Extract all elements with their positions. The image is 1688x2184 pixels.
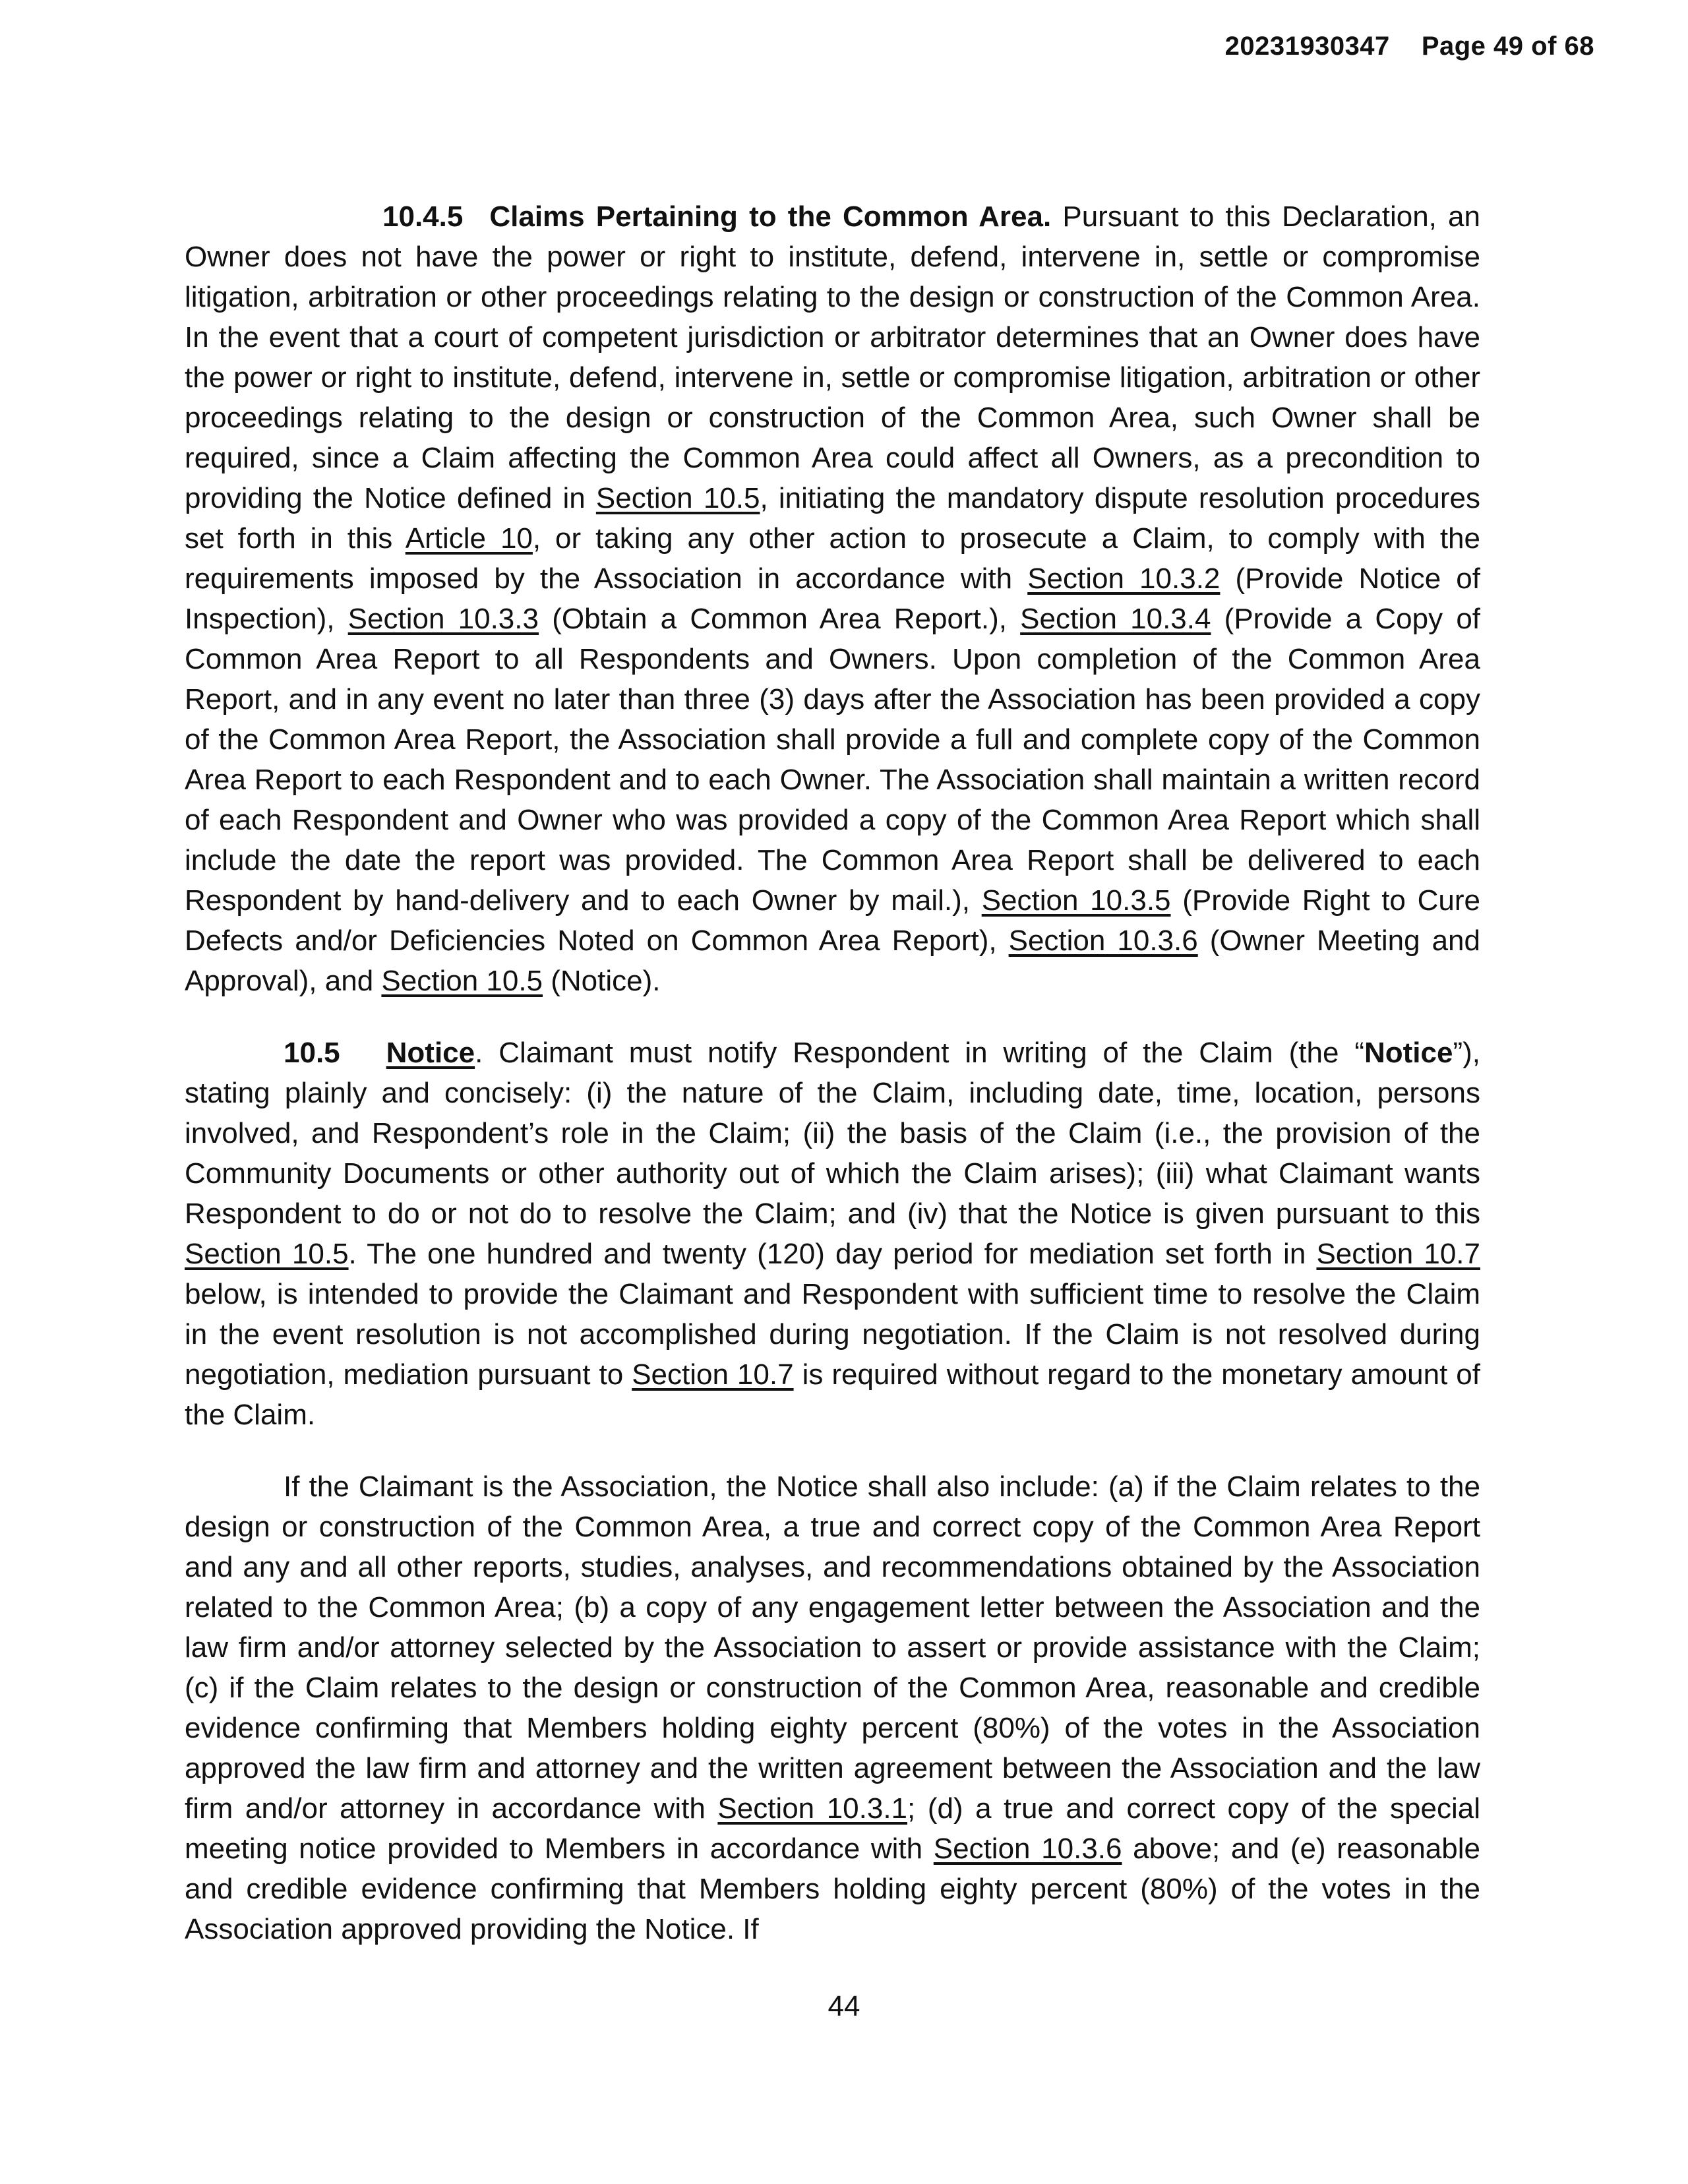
body-text: (Owner Meeting and Approval), and — [185, 925, 1480, 997]
section-10-5-paragraph — [185, 1033, 1480, 1435]
body-text: (Provide Notice of Inspection), — [185, 562, 1480, 635]
cross-reference: Section 10.5 — [185, 1238, 349, 1270]
page-indicator: Page 49 of 68 — [1421, 32, 1594, 61]
body-text: (Provide a Copy of Common Area Report to all Respondents and Owners. Upon completion of the Common Area Report, and in any event no later than three (3) days after the Association has been provided a copy of the Common Area Report, the Association shall provide a full and complete copy of the Common Area Report to each Respondent and to each Owner. The Association shall maintain a written record of each Respondent and Owner who was provided a copy of the Common Area Report which shall include the date the report was provided. The Common Area Report shall be delivered to each Respondent by hand-delivery and to each Owner by mail.), — [185, 603, 1481, 917]
cross-reference: Section 10.7 — [1316, 1238, 1480, 1270]
section-number: 10.4.5 — [382, 200, 464, 233]
association-notice-paragraph — [185, 1467, 1480, 1949]
body-text: If the Claimant is the Association, the Notice shall also include: (a) if the Claim relates to the design or construction of the Common Area, a true and correct copy of the Common Area Report and any and all other reports, studies, analyses, and recommendations obtained by the Association related to the Common Area; (b) a copy of any engagement letter between the Association and the law firm and/or attorney selected by the Association to assert or provide assistance with the Claim; (c) if the Claim relates to the design or construction of the Common Area, reasonable and credible evidence confirming that Members holding eighty percent (80%) of the votes in the Association approved the law firm and attorney and the written agreement between the Association and the law firm and/or attorney in accordance with — [185, 1471, 1480, 1825]
body-text: (Obtain a Common Area Report.), — [538, 603, 1021, 635]
body-text: is required without regard to the monetary amount of the Claim. — [185, 1358, 1481, 1431]
section-10-4-5-paragraph — [185, 197, 1480, 1001]
cross-reference: Section 10.3.6 — [933, 1833, 1122, 1865]
body-text: (Notice). — [543, 965, 661, 997]
page-header — [1225, 32, 1594, 61]
body-text: , or taking any other action to prosecute a Claim, to comply with the requirements imposed by the Association in accordance with — [185, 522, 1480, 595]
cross-reference: Section 10.5 — [381, 965, 543, 997]
cross-reference: Section 10.5 — [595, 482, 760, 514]
body-text: below, is intended to provide the Claimant and Respondent with sufficient time to resolve the Claim in the event resolution is not accomplished during negotiation. If the Claim is not resolved during negotiation, mediation pursuant to — [185, 1278, 1480, 1391]
defined-term: Notice — [1364, 1037, 1453, 1069]
cross-reference: Section 10.3.3 — [347, 603, 539, 635]
section-number: 10.5 — [284, 1037, 340, 1069]
section-title: Notice — [386, 1037, 475, 1069]
cross-reference: Section 10.3.2 — [1027, 562, 1221, 595]
body-text: above; and (e) reasonable and credible evidence confirming that Members holding eighty percent (80%) of the votes in the Association approved providing the Notice. If — [185, 1833, 1480, 1945]
page-number: 44 — [828, 1990, 860, 2022]
cross-reference: Section 10.7 — [632, 1358, 794, 1391]
document-number: 20231930347 — [1224, 32, 1390, 61]
cross-reference: Section 10.3.4 — [1020, 603, 1211, 635]
body-text: ; (d) a true and correct copy of the special meeting notice provided to Members in accordance with — [185, 1792, 1480, 1865]
body-text: , initiating the mandatory dispute resolution procedures set forth in this — [185, 482, 1480, 555]
document-body — [185, 197, 1480, 1949]
cross-reference: Section 10.3.6 — [1008, 925, 1198, 957]
cross-reference: Article 10 — [405, 522, 533, 555]
body-text: (Provide Right to Cure Defects and/or Deficiencies Noted on Common Area Report), — [185, 884, 1480, 957]
body-text: Pursuant to this Declaration, an Owner does not have the power or right to institute, defend, intervene in, settle or compromise litigation, arbitration or other proceedings relating to the design or construction of the Common Area. In the event that a court of competent jurisdiction or arbitrator determines that an Owner does have the power or right to institute, defend, intervene in, settle or compromise litigation, arbitration or other proceedings relating to the design or construction of the Common Area, such Owner shall be required, since a Claim affecting the Common Area could affect all Owners, as a precondition to providing the Notice defined in — [185, 200, 1481, 514]
body-text: . Claimant must notify Respondent in writing of the Claim (the “ — [475, 1037, 1364, 1069]
cross-reference: Section 10.3.1 — [717, 1792, 908, 1825]
cross-reference: Section 10.3.5 — [981, 884, 1171, 917]
body-text: ”), stating plainly and concisely: (i) the nature of the Claim, including date, time, location, persons involved, and Respondent’s role in the Claim; (ii) the basis of the Claim (i.e., the provision of the Community Documents or other authority out of which the Claim arises); (iii) what Claimant wants Respondent to do or not do to resolve the Claim; and (iv) that the Notice is given pursuant to this — [185, 1037, 1480, 1230]
body-text: . The one hundred and twenty (120) day period for mediation set forth in — [348, 1238, 1317, 1270]
section-title: Claims Pertaining to the Common Area. — [489, 200, 1052, 233]
